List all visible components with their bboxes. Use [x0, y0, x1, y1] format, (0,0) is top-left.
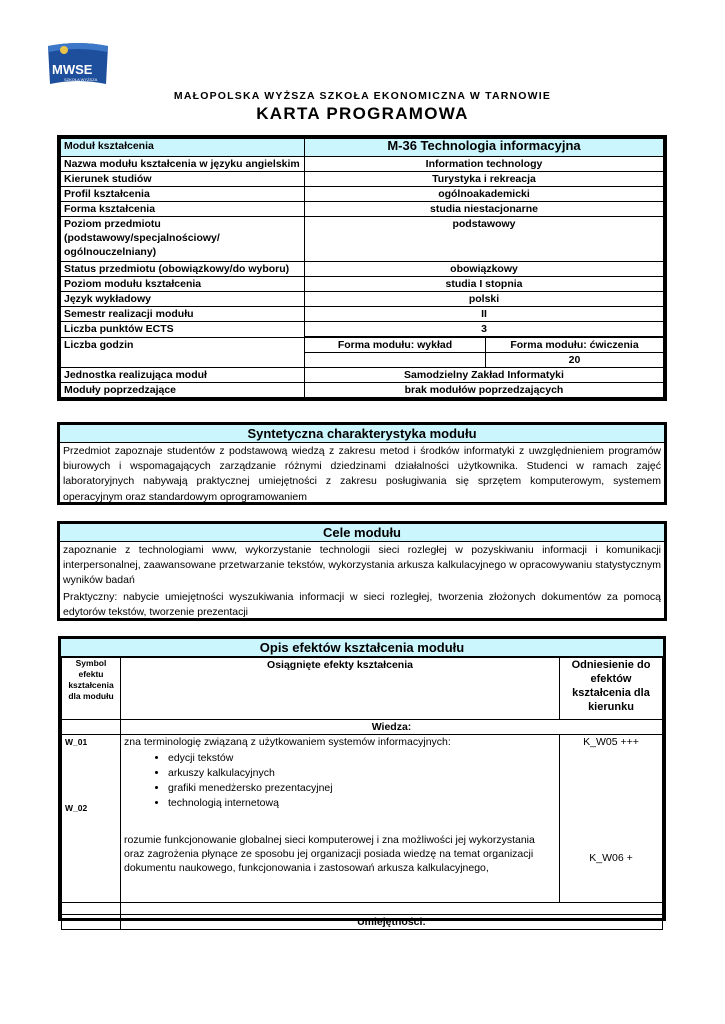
forma-wyklad: Forma modułu: wykład — [305, 337, 486, 353]
section-title: Syntetyczna charakterystyka modułu — [60, 425, 664, 443]
goals-practical-text: Praktyczny: nabycie umiejętności wyszukiwania informacji w sieci rozległej, tworzenia złożonych dokumentów za pomocą edytorów tekstów, tworzenie prezentacji — [63, 590, 661, 618]
w01-ref: K_W05 +++ — [583, 736, 639, 748]
row-value: Turystyka i rekreacja — [305, 172, 664, 187]
godzin-label: Liczba godzin — [61, 337, 305, 368]
row-label: Liczba punktów ECTS — [61, 322, 305, 338]
modul-label: Moduł kształcenia — [61, 139, 305, 157]
col-outcomes-header: Osiągnięte efekty kształcenia — [121, 658, 560, 720]
row-value: ogólnoakademicki — [305, 187, 664, 202]
forma-cwiczenia: Forma modułu: ćwiczenia — [486, 337, 664, 353]
row-label: Status przedmiotu (obowiązkowy/do wyboru) — [61, 262, 305, 277]
row-label: Poziom modułu kształcenia — [61, 277, 305, 292]
row-value: studia niestacjonarne — [305, 202, 664, 217]
section-text: Przedmiot zapoznaje studentów z podstawową wiedzą z zakresu metod i środków informatyki z uwzględnieniem programów biurowych i wspomagających zarządzanie różnymi dziedzinami działalności użytkownika. Studenci w ramach zajęć laboratoryjnych nabywają praktycznej umiejętności z zakresu posługiwania się sprzętem komputerowym, systemem operacyjnym oraz standardowym oprogramowaniem — [63, 445, 661, 503]
page-title: KARTA PROGRAMOWA — [256, 104, 469, 123]
list-item: • grafiki menedżersko prezentacyjnej — [168, 781, 556, 796]
outcome-references — [560, 735, 663, 903]
row-value: studia I stopnia — [305, 277, 664, 292]
wyklad-value — [305, 353, 486, 368]
school-logo — [44, 38, 112, 90]
row-label: Jednostka realizująca moduł — [61, 368, 305, 383]
row-label: Forma kształcenia — [61, 202, 305, 217]
outcome-symbols — [62, 735, 121, 903]
row-label: Kierunek studiów — [61, 172, 305, 187]
col-symbol-header: Symbol efektu kształcenia dla modułu — [62, 658, 121, 720]
row-label: Język wykładowy — [61, 292, 305, 307]
col-reference-header: Odniesienie do efektów kształcenia dla kierunku — [560, 658, 663, 720]
w02-text: rozumie funkcjonowanie globalnej sieci komputerowej i zna możliwości jej wykorzystania oraz zagrożenia płynące ze sposobu jej organizacji posiada wiedzę na temat organizacji dokumentu naukowego, funkcjonowania i zastosowań arkusza kalkulacyjnego, — [124, 834, 535, 874]
row-value: Samodzielny Zakład Informatyki — [305, 368, 664, 383]
goals-text: zapoznanie z technologiami www, wykorzystanie technologii sieci rozległej w pozyskiwaniu informacji i komunikacji interpersonalnej, zaawansowane przetwarzanie tekstów, wykorzystania arkusza kalkulacyjnego w opracowywaniu statystycznym wyników badań — [63, 544, 661, 587]
list-item: • arkuszy kalkulacyjnych — [168, 766, 556, 781]
list-item: • edycji tekstów — [168, 751, 556, 766]
row-value: Information technology — [305, 157, 664, 172]
w02-symbol: W_02 — [65, 803, 88, 813]
w01-text: zna terminologię związaną z użytkowaniem systemów informacyjnych: — [124, 736, 451, 748]
module-info-table — [57, 135, 667, 401]
row-value: polski — [305, 292, 664, 307]
row-value: 3 — [305, 322, 664, 338]
w02-ref: K_W06 + — [589, 852, 633, 864]
row-value: brak modułów poprzedzających — [305, 383, 664, 398]
modul-value: M-36 Technologia informacyjna — [305, 139, 664, 157]
cwiczenia-value: 20 — [486, 353, 664, 368]
module-goals-section — [57, 521, 667, 621]
school-name: MAŁOPOLSKA WYŻSZA SZKOŁA EKONOMICZNA W TARNOWIE — [173, 90, 552, 102]
umiejetnosci-header: Umiejętności: — [121, 915, 663, 930]
row-label: Semestr realizacji modułu — [61, 307, 305, 322]
logo-subtext: SZKOŁA WYŻSZA — [64, 77, 98, 82]
outcome-descriptions — [121, 735, 560, 903]
w01-list — [124, 751, 556, 811]
w01-symbol: W_01 — [65, 737, 88, 747]
poziom-value: podstawowy — [305, 217, 664, 262]
row-label: Moduły poprzedzające — [61, 383, 305, 398]
poziom-label: Poziom przedmiotu (podstawowy/specjalnościowy/ ogólnouczelniany) — [61, 217, 305, 262]
section-title: Opis efektów kształcenia modułu — [61, 639, 663, 657]
synthetic-characteristics-section — [57, 422, 667, 505]
row-label: Profil kształcenia — [61, 187, 305, 202]
row-value: II — [305, 307, 664, 322]
logo-text: MWSE — [52, 62, 93, 77]
row-label: Nazwa modułu kształcenia w języku angielskim — [61, 157, 305, 172]
section-title: Cele modułu — [60, 524, 664, 542]
row-value: obowiązkowy — [305, 262, 664, 277]
learning-outcomes-section — [58, 636, 666, 928]
wiedza-header: Wiedza: — [121, 720, 663, 735]
list-item: • technologią internetową — [168, 796, 556, 811]
